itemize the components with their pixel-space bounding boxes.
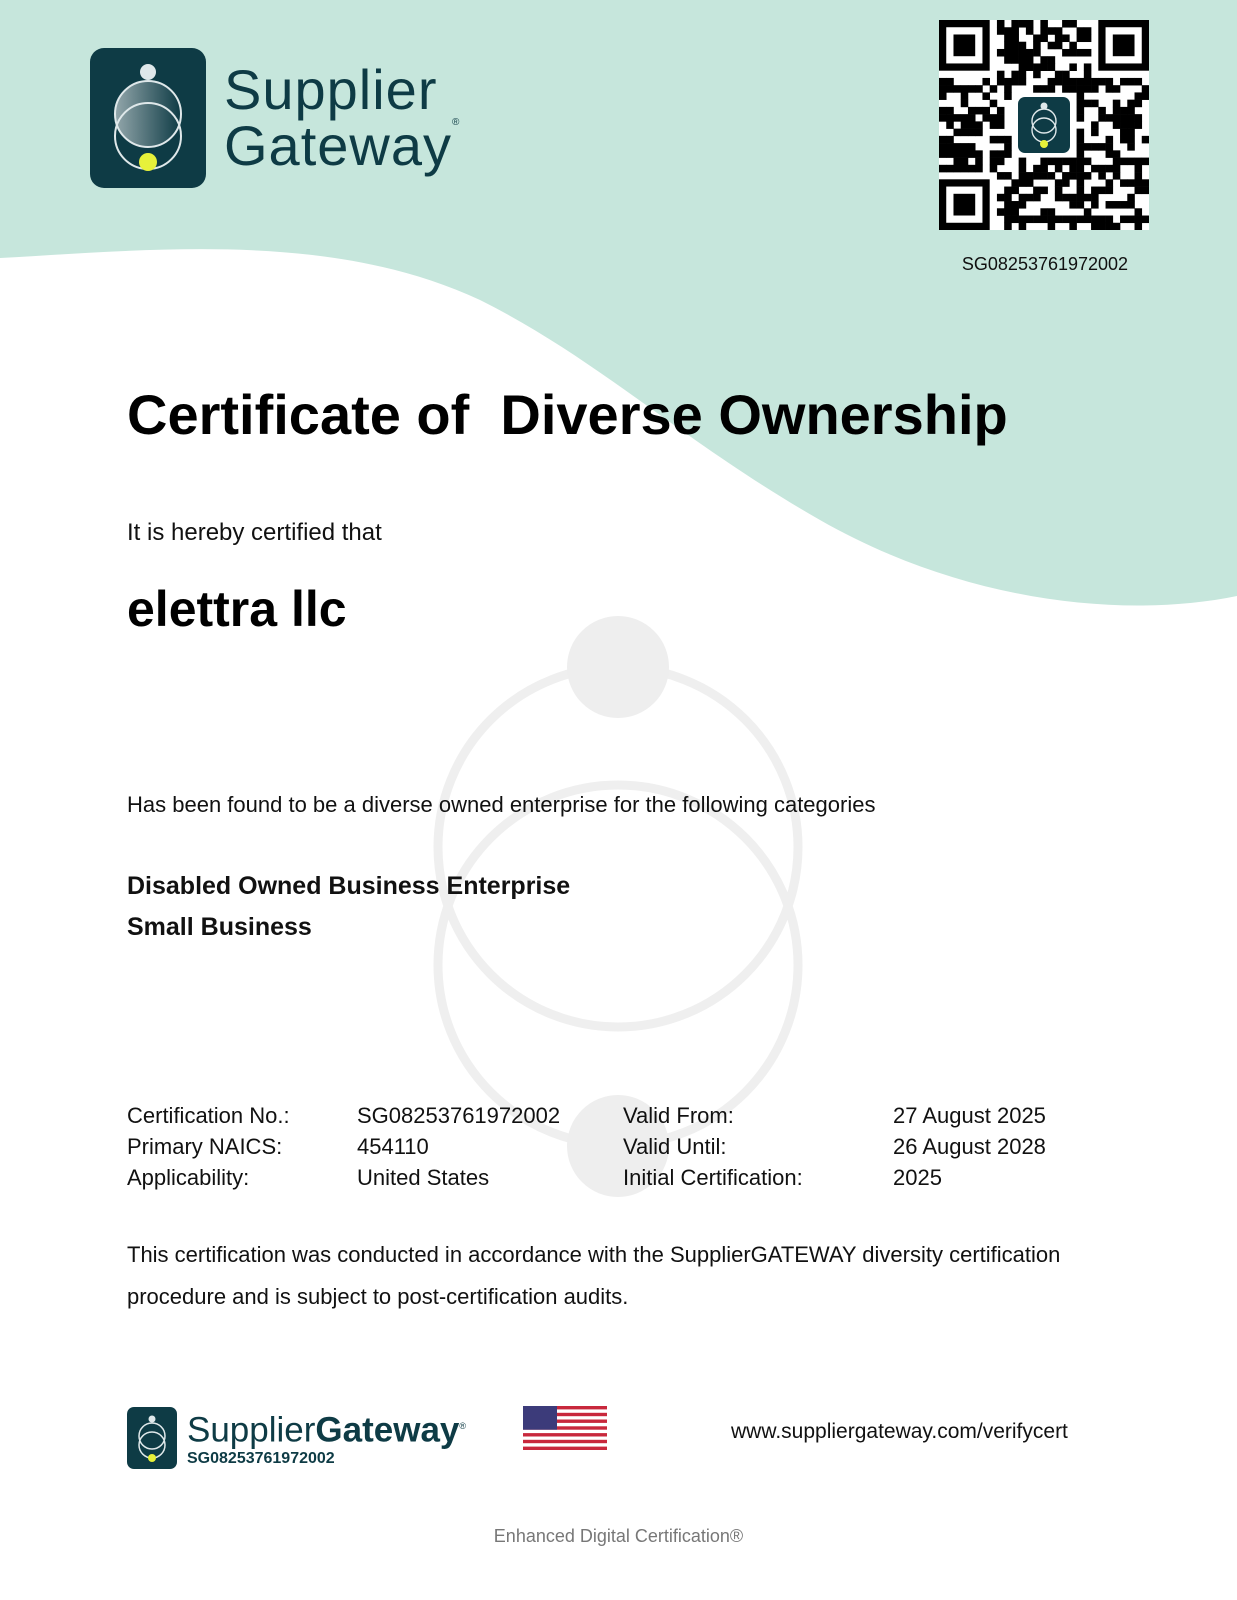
company-name: elettra llc — [127, 581, 347, 637]
details-row — [127, 1131, 1093, 1162]
brand-name-line2: Gateway® — [224, 114, 461, 177]
footer-brand-name: SupplierGateway® — [187, 1410, 467, 1450]
valid-until-value: 26 August 2028 — [893, 1134, 1046, 1159]
certificate-title: Certificate of Diverse Ownership — [127, 383, 1008, 446]
applicability-value: United States — [357, 1165, 490, 1190]
applicability-label: Applicability: — [127, 1165, 250, 1190]
initial-certification-value: 2025 — [893, 1165, 942, 1190]
registered-mark: ® — [452, 117, 461, 128]
details-row — [127, 1162, 1093, 1193]
category-item: Disabled Owned Business Enterprise — [127, 872, 571, 900]
naics-value: 454110 — [357, 1134, 429, 1159]
certification-statement: This certification was conducted in accordance with the SupplierGATEWAY diversity certification procedure and is subject to post-certification audits. — [127, 1242, 1061, 1309]
valid-from-label: Valid From: — [623, 1103, 734, 1128]
verify-url-link[interactable]: www.suppliergateway.com/verifycert — [731, 1420, 1068, 1443]
qr-center-logo-icon — [1014, 95, 1074, 155]
details-row — [127, 1100, 1093, 1131]
certification-intro: It is hereby certified that — [127, 519, 382, 546]
footer-certificate-id: SG08253761972002 — [187, 1450, 335, 1468]
valid-until-label: Valid Until: — [623, 1134, 727, 1159]
brand-logo-icon — [90, 48, 206, 188]
qr-certificate-id: SG08253761972002 — [961, 254, 1129, 274]
cert-no-value: SG08253761972002 — [357, 1103, 561, 1128]
naics-label: Primary NAICS: — [127, 1134, 283, 1159]
valid-from-value: 27 August 2025 — [893, 1103, 1046, 1128]
enhanced-certification-note: Enhanced Digital Certification® — [493, 1526, 744, 1546]
category-item: Small Business — [127, 913, 312, 941]
categories-intro: Has been found to be a diverse owned enterprise for the following categories — [127, 792, 876, 817]
initial-certification-label: Initial Certification: — [623, 1165, 803, 1190]
cert-no-label: Certification No.: — [127, 1103, 290, 1128]
verification-qr-code[interactable] — [939, 20, 1149, 230]
footer-brand-logo — [127, 1407, 466, 1469]
brand-name-line1: Supplier — [224, 58, 438, 121]
footer-logo-icon — [127, 1407, 177, 1469]
brand-logo — [90, 48, 460, 188]
us-flag-icon — [523, 1406, 607, 1450]
certificate-details — [127, 1100, 1093, 1193]
